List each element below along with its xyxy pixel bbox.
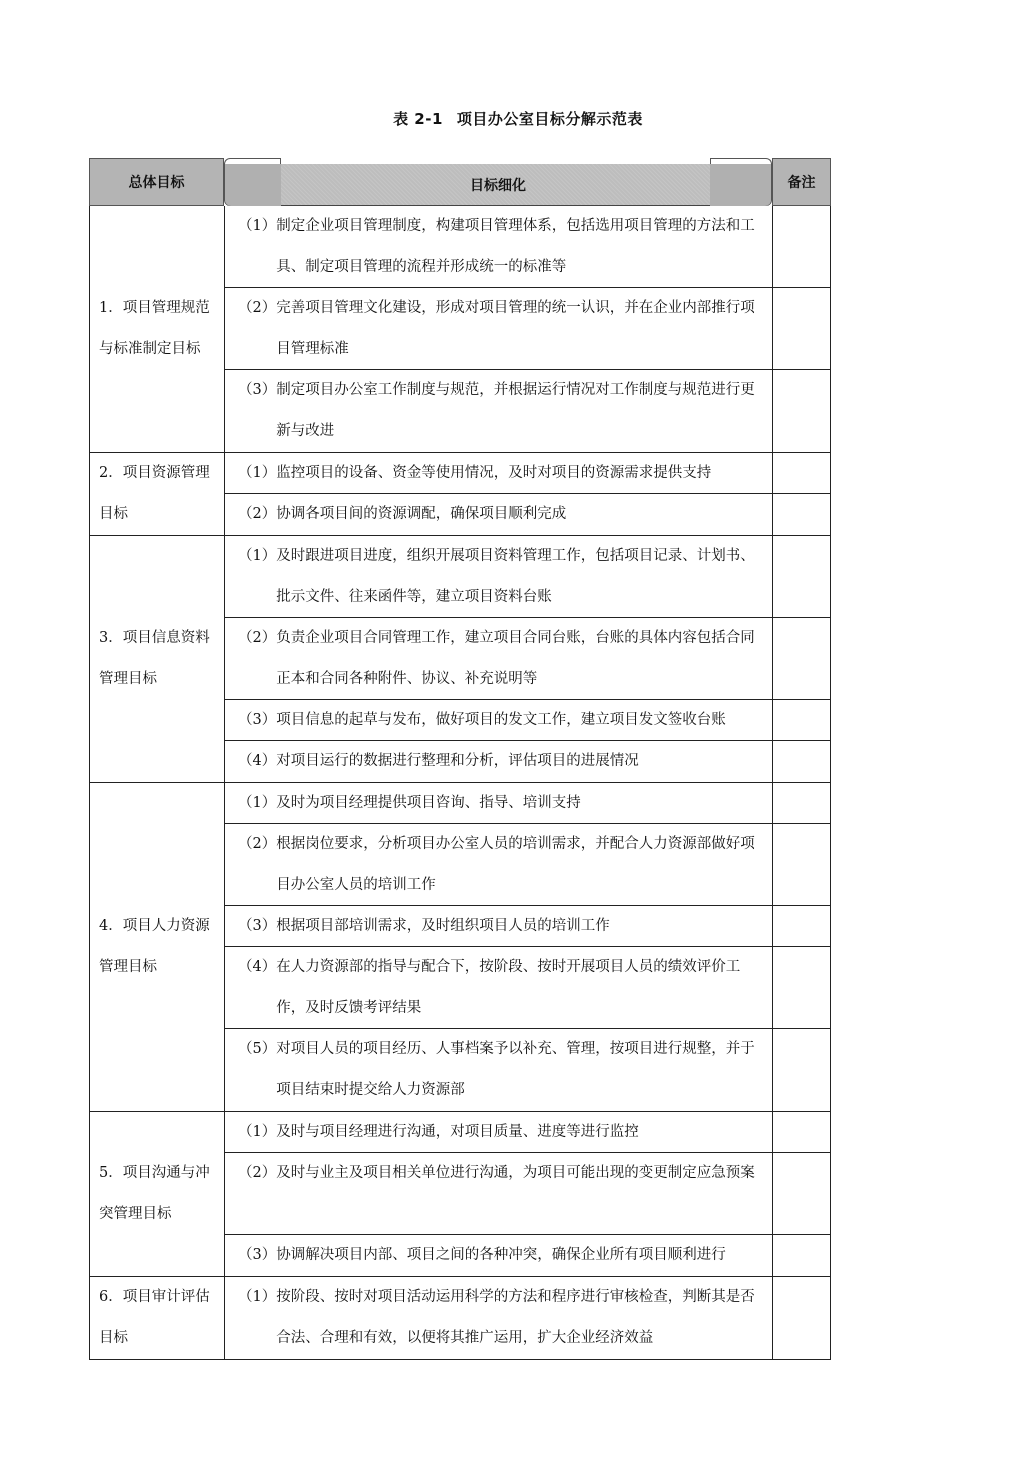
- table-row: [225, 1153, 830, 1235]
- item-label: （1）: [238, 795, 277, 811]
- item-label: （1）: [238, 1289, 277, 1305]
- goal-detail-cell: [225, 1153, 773, 1234]
- goal-detail-cell: [225, 453, 773, 493]
- overall-goal-cell: 1．项目管理规范与标准制定目标: [90, 206, 225, 452]
- goal-detail-cell: [225, 494, 773, 535]
- goal-detail-cell: [225, 741, 773, 782]
- goal-detail-cell: [225, 700, 773, 740]
- note-cell: [773, 1029, 830, 1111]
- ribbon-fold-right: [710, 164, 771, 206]
- item-text: 制定项目办公室工作制度与规范，并根据运行情况对工作制度与规范进行更新与改进: [276, 382, 755, 439]
- item-text: 协调各项目间的资源调配，确保项目顺利完成: [276, 506, 567, 522]
- table-row: [225, 618, 830, 700]
- goal-items: [225, 1112, 830, 1276]
- table-title: 项目办公室目标分解示范表: [456, 110, 643, 128]
- goal-items: [225, 783, 830, 1111]
- item-text: 及时与业主及项目相关单位进行沟通，为项目可能出现的变更制定应急预案: [276, 1165, 755, 1181]
- goal-detail-cell: [225, 947, 773, 1028]
- goal-items: [225, 453, 830, 535]
- overall-goal-cell: 6．项目审计评估目标: [90, 1277, 225, 1359]
- table-row: [225, 1112, 830, 1153]
- header-detail-label: 目标细化: [470, 177, 526, 194]
- goal-detail-cell: [225, 1112, 773, 1152]
- note-cell: [773, 453, 830, 493]
- overall-goal-cell: 2．项目资源管理目标: [90, 453, 225, 535]
- goal-detail-cell: [225, 288, 773, 369]
- table-row: [225, 906, 830, 947]
- item-label: （1）: [238, 465, 277, 481]
- header-note-label: 备注: [787, 175, 816, 191]
- table-row: [225, 824, 830, 906]
- overall-goal-cell: 5．项目沟通与冲突管理目标: [90, 1112, 225, 1276]
- table-row: [225, 783, 830, 824]
- overall-goal-cell: 3．项目信息资料管理目标: [90, 536, 225, 782]
- table-row: [225, 700, 830, 741]
- note-cell: [773, 947, 830, 1028]
- table-row: [225, 1277, 830, 1359]
- note-cell: [773, 741, 830, 782]
- table-row: [225, 536, 830, 618]
- table-row: [225, 453, 830, 494]
- table-row: [225, 206, 830, 288]
- item-text: 对项目运行的数据进行整理和分析，评估项目的进展情况: [276, 753, 639, 769]
- note-cell: [773, 618, 830, 699]
- goal-items: [225, 536, 830, 782]
- goal-detail-cell: [225, 1235, 773, 1276]
- table-row: [225, 1029, 830, 1111]
- note-cell: [773, 288, 830, 369]
- item-text: 项目信息的起草与发布，做好项目的发文工作，建立项目发文签收台账: [276, 712, 726, 728]
- note-cell: [773, 700, 830, 740]
- item-label: （5）: [238, 1041, 277, 1057]
- table-body: [89, 206, 831, 1360]
- item-text: 根据项目部培训需求，及时组织项目人员的培训工作: [276, 918, 610, 934]
- item-label: （3）: [238, 1247, 277, 1263]
- table-row: [225, 947, 830, 1029]
- note-cell: [773, 1235, 830, 1276]
- goal-detail-cell: [225, 370, 773, 452]
- item-text: 协调解决项目内部、项目之间的各种冲突，确保企业所有项目顺利进行: [276, 1247, 726, 1263]
- header-goal-detail: [224, 164, 772, 206]
- item-label: （2）: [238, 506, 277, 522]
- goal-detail-cell: [225, 536, 773, 617]
- item-text: 监控项目的设备、资金等使用情况，及时对项目的资源需求提供支持: [276, 465, 712, 481]
- note-cell: [773, 824, 830, 905]
- table-header: [89, 158, 831, 206]
- table-row: [225, 1235, 830, 1276]
- table-row: [225, 370, 830, 452]
- item-text: 对项目人员的项目经历、人事档案予以补充、管理，按项目进行规整，并于项目结束时提交给人力资源部: [276, 1041, 755, 1098]
- note-cell: [773, 1277, 830, 1359]
- item-label: （1）: [238, 548, 277, 564]
- item-label: （3）: [238, 382, 277, 398]
- goal-items: [225, 206, 830, 452]
- ribbon-fold-left: [225, 164, 281, 206]
- goal-group-6: [89, 1277, 831, 1360]
- goal-group-1: [89, 206, 831, 453]
- note-cell: [773, 1153, 830, 1234]
- goal-detail-cell: [225, 1277, 773, 1359]
- goal-detail-cell: [225, 824, 773, 905]
- item-text: 按阶段、按时对项目活动运用科学的方法和程序进行审核检查，判断其是否合法、合理和有效，以便将其推广运用，扩大企业经济效益: [276, 1289, 755, 1346]
- item-text: 及时为项目经理提供项目咨询、指导、培训支持: [276, 795, 581, 811]
- goal-detail-cell: [225, 206, 773, 287]
- item-text: 负责企业项目合同管理工作，建立项目合同台账，台账的具体内容包括合同正本和合同各种附件、协议、补充说明等: [276, 630, 755, 687]
- item-label: （4）: [238, 959, 277, 975]
- item-label: （1）: [238, 218, 277, 234]
- item-text: 及时跟进项目进度，组织开展项目资料管理工作，包括项目记录、计划书、批示文件、往来函件等，建立项目资料台账: [276, 548, 755, 605]
- note-cell: [773, 536, 830, 617]
- item-text: 及时与项目经理进行沟通，对项目质量、进度等进行监控: [276, 1124, 639, 1140]
- header-overall-label: 总体目标: [128, 175, 185, 191]
- item-label: （2）: [238, 1165, 277, 1181]
- item-text: 完善项目管理文化建设，形成对项目管理的统一认识，并在企业内部推行项目管理标准: [276, 300, 755, 357]
- goal-group-2: [89, 453, 831, 536]
- goal-decomposition-table: [89, 158, 831, 1360]
- table-number: 表 2-1: [393, 110, 443, 128]
- header-overall-goal: [89, 158, 224, 206]
- goal-detail-cell: [225, 906, 773, 946]
- item-label: （3）: [238, 918, 277, 934]
- item-label: （1）: [238, 1124, 277, 1140]
- table-row: [225, 494, 830, 535]
- note-cell: [773, 370, 830, 452]
- item-text: 根据岗位要求，分析项目办公室人员的培训需求，并配合人力资源部做好项目办公室人员的培训工作: [276, 836, 755, 893]
- item-label: （3）: [238, 712, 277, 728]
- note-cell: [773, 1112, 830, 1152]
- item-label: （2）: [238, 836, 277, 852]
- note-cell: [773, 783, 830, 823]
- goal-group-3: [89, 536, 831, 783]
- item-label: （2）: [238, 300, 277, 316]
- table-row: [225, 741, 830, 782]
- table-caption: [0, 108, 1036, 129]
- goal-detail-cell: [225, 783, 773, 823]
- note-cell: [773, 494, 830, 535]
- item-label: （2）: [238, 630, 277, 646]
- goal-detail-cell: [225, 618, 773, 699]
- item-text: 制定企业项目管理制度，构建项目管理体系，包括选用项目管理的方法和工具、制定项目管理的流程并形成统一的标准等: [276, 218, 755, 275]
- item-label: （4）: [238, 753, 277, 769]
- header-note: [772, 158, 831, 206]
- overall-goal-cell: 4．项目人力资源管理目标: [90, 783, 225, 1111]
- goal-items: [225, 1277, 830, 1359]
- goal-group-5: [89, 1112, 831, 1277]
- goal-group-4: [89, 783, 831, 1112]
- goal-detail-cell: [225, 1029, 773, 1111]
- note-cell: [773, 906, 830, 946]
- note-cell: [773, 206, 830, 287]
- table-row: [225, 288, 830, 370]
- item-text: 在人力资源部的指导与配合下，按阶段、按时开展项目人员的绩效评价工作，及时反馈考评结果: [276, 959, 741, 1016]
